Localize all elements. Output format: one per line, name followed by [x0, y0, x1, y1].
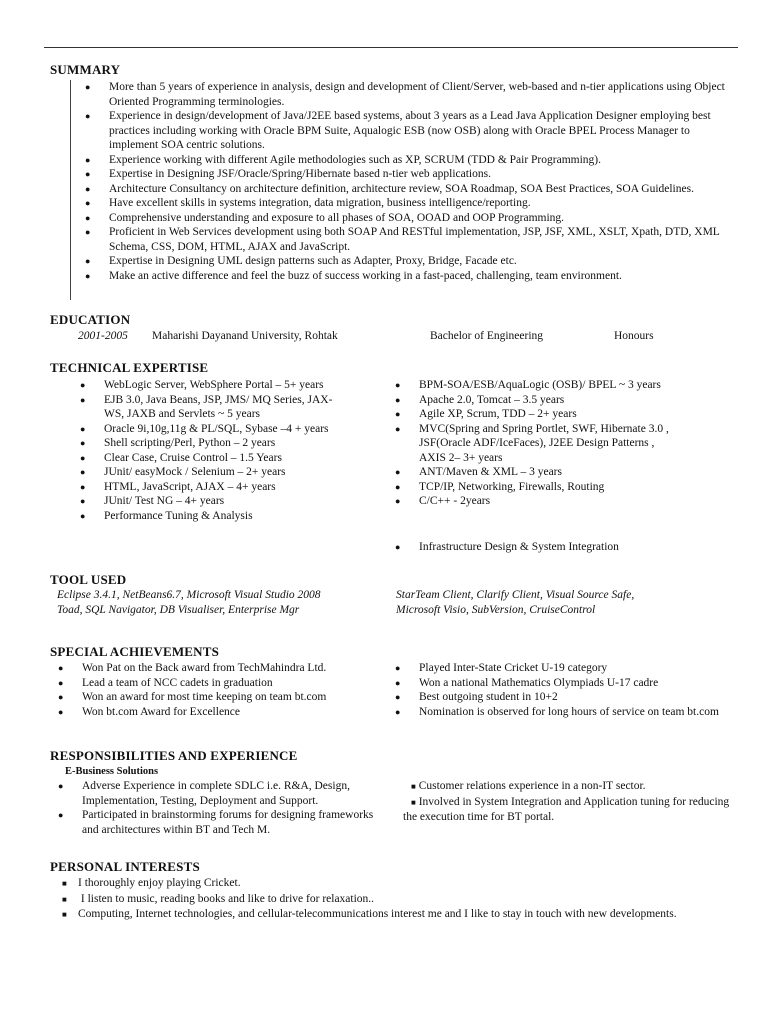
- interests-list: [52, 876, 732, 923]
- bullet-icon: ●: [85, 212, 91, 223]
- bullet-icon: ●: [85, 256, 91, 266]
- bullet-icon: ●: [80, 452, 86, 463]
- responsibilities-heading: RESPONSIBILITIES AND EXPERIENCE: [50, 748, 298, 763]
- square-bullet-icon: ■: [62, 879, 67, 888]
- achievements-list-right: [395, 661, 730, 719]
- square-bullet-icon: ■: [411, 797, 416, 807]
- square-bullet-icon: ■: [62, 894, 67, 904]
- tools-right-line-2: Microsoft Visio, SubVersion, CruiseControl: [396, 604, 596, 616]
- bullet-icon: ●: [395, 677, 401, 688]
- summary-item: ● Experience in design/development of Java/J2EE based systems, about 3 years as a Lead Java Application Designer employing best practices including working with Oracle BPM Suite, Aqualogic ESB (now OSB) along with Oracle BPEL Process Manager to implement SOA centric solutions.: [85, 110, 711, 151]
- achievement-item: ● Lead a team of NCC cadets in graduation: [58, 676, 273, 689]
- bullet-icon: ●: [58, 663, 64, 673]
- bullet-icon: ●: [58, 810, 64, 820]
- bullet-icon: ●: [58, 692, 64, 702]
- top-rule: [44, 47, 738, 48]
- responsibility-item: ● Participated in brainstorming forums for designing frameworks and architectures within BT and Tech M.: [58, 809, 374, 836]
- achievements-heading: SPECIAL ACHIEVEMENTS: [50, 644, 220, 659]
- responsibility-item: ■ Customer relations experience in a non-IT sector.: [411, 780, 646, 792]
- summary-item: ● Make an active difference and feel the buzz of success working in a fast-paced, challenging, team environment.: [85, 269, 622, 282]
- bullet-icon: ●: [85, 198, 91, 208]
- achievement-item: ● Won Pat on the Back award from TechMahindra Ltd.: [58, 662, 327, 674]
- technical-item: ● Apache 2.0, Tomcat – 3.5 years: [395, 393, 565, 406]
- technical-item: ● Agile XP, Scrum, TDD – 2+ years: [395, 408, 577, 420]
- bullet-icon: ●: [85, 169, 91, 179]
- technical-item: ● ANT/Maven & XML – 3 years: [395, 466, 562, 478]
- bullet-icon: ●: [80, 380, 86, 390]
- bullet-icon: ●: [395, 496, 401, 506]
- bullet-icon: ●: [85, 227, 91, 237]
- technical-item: ● Infrastructure Design & System Integration: [395, 541, 619, 553]
- technical-item: ● TCP/IP, Networking, Firewalls, Routing: [395, 480, 605, 493]
- summary-item: ● Comprehensive understanding and exposure to all phases of SOA, OOAD and OOP Programming.: [85, 211, 565, 224]
- technical-item: ● Performance Tuning & Analysis: [80, 509, 253, 522]
- summary-item: ● Expertise in Designing UML design patterns such as Adapter, Proxy, Bridge, Facade etc.: [85, 255, 517, 267]
- education-degree: Bachelor of Engineering: [430, 330, 544, 342]
- summary-item: ● Architecture Consultancy on architecture definition, architecture review, SOA Roadmap, SOA Best Practices, SOA Guidelines.: [85, 182, 694, 195]
- bullet-icon: ●: [85, 154, 91, 165]
- technical-list-right: [395, 378, 735, 509]
- bullet-icon: ●: [58, 677, 64, 688]
- bullet-icon: ●: [80, 423, 86, 434]
- technical-item: ● EJB 3.0, Java Beans, JSP, JMS/ MQ Series, JAX-WS, JAXB and Servlets ~ 5 years: [80, 393, 333, 420]
- bullet-icon: ●: [395, 409, 401, 419]
- technical-item: ● MVC(Spring and Spring Portlet, SWF, Hibernate 3.0 , JSF(Oracle ADF/IceFaces), J2EE Design Patterns , AXIS 2– 3+ years: [395, 422, 669, 464]
- interest-item: ■ Computing, Internet technologies, and cellular-telecommunications interest me and I like to stay in touch with new developments.: [52, 907, 732, 923]
- achievement-item: ● Best outgoing student in 10+2: [395, 691, 558, 703]
- responsibilities-subheading: E-Business Solutions: [65, 766, 159, 777]
- summary-item: ● Proficient in Web Services development using both SOAP And RESTful implementation, JSP, JSF, XML, XSLT, Xpath, DTD, XML Schema, CSS, DOM, HTML, AJAX and JavaScript.: [85, 226, 720, 253]
- interest-item: ■ I thoroughly enjoy playing Cricket.: [52, 876, 732, 892]
- bullet-icon: ●: [395, 423, 401, 434]
- bullet-icon: ●: [395, 692, 401, 702]
- tools-left-line-2: Toad, SQL Navigator, DB Visualiser, Enterprise Mgr: [57, 604, 300, 616]
- bullet-icon: ●: [395, 706, 401, 717]
- square-bullet-icon: ■: [411, 782, 416, 791]
- interests-heading: PERSONAL INTERESTS: [50, 859, 200, 874]
- bullet-icon: ●: [80, 438, 86, 448]
- bullet-icon: ●: [58, 781, 64, 791]
- technical-item: ● BPM-SOA/ESB/AquaLogic (OSB)/ BPEL ~ 3 years: [395, 379, 661, 391]
- technical-item: ● C/C++ - 2years: [395, 495, 491, 507]
- bullet-icon: ●: [85, 183, 91, 194]
- bullet-icon: ●: [80, 496, 86, 506]
- summary-item: ● Experience working with different Agile methodologies such as XP, SCRUM (TDD & Pair Programming).: [85, 153, 601, 166]
- education-heading: EDUCATION: [50, 312, 131, 327]
- achievement-item: ● Played Inter-State Cricket U-19 category: [395, 662, 608, 674]
- interest-item: ■ I listen to music, reading books and like to drive for relaxation..: [52, 892, 732, 908]
- bullet-icon: ●: [85, 111, 91, 121]
- summary-sidebar-line: [70, 80, 71, 300]
- bullet-icon: ●: [80, 394, 86, 405]
- technical-item: ● JUnit/ easyMock / Selenium – 2+ years: [80, 466, 286, 478]
- summary-list: [85, 80, 735, 283]
- tools-left-line-1: Eclipse 3.4.1, NetBeans6.7, Microsoft Visual Studio 2008: [57, 589, 321, 601]
- bullet-icon: ●: [80, 467, 86, 477]
- technical-item: ● Clear Case, Cruise Control – 1.5 Years: [80, 451, 282, 464]
- summary-item: ● Have excellent skills in systems integration, data migration, business intelligence/reporting.: [85, 197, 531, 209]
- responsibilities-right: [403, 779, 733, 825]
- bullet-icon: ●: [395, 542, 401, 552]
- education-school: Maharishi Dayanand University, Rohtak: [152, 330, 338, 342]
- bullet-icon: ●: [58, 706, 64, 717]
- bullet-icon: ●: [395, 467, 401, 477]
- bullet-icon: ●: [85, 270, 91, 281]
- achievement-item: ● Nomination is observed for long hours of service on team bt.com: [395, 705, 719, 718]
- technical-heading: TECHNICAL EXPERTISE: [50, 360, 209, 375]
- achievements-list-left: [58, 661, 378, 719]
- education-years: 2001-2005: [78, 330, 128, 342]
- technical-list-right-last: [395, 540, 735, 555]
- technical-item: ● HTML, JavaScript, AJAX – 4+ years: [80, 480, 276, 493]
- technical-item: ● Oracle 9i,10g,11g & PL/SQL, Sybase –4 + years: [80, 422, 329, 435]
- bullet-icon: ●: [395, 481, 401, 492]
- bullet-icon: ●: [395, 663, 401, 673]
- technical-item: ● WebLogic Server, WebSphere Portal – 5+ years: [80, 379, 324, 391]
- responsibility-item: ● Adverse Experience in complete SDLC i.e. R&A, Design, Implementation, Testing, Deployment and Support.: [58, 780, 350, 807]
- summary-item: ● More than 5 years of experience in analysis, design and development of Client/Server, web-based and n-tier applications using Object Oriented Programming terminologies.: [85, 81, 725, 108]
- bullet-icon: ●: [80, 510, 86, 521]
- education-honours: Honours: [614, 330, 654, 342]
- bullet-icon: ●: [85, 82, 91, 92]
- summary-heading: SUMMARY: [50, 62, 121, 77]
- responsibility-item: ■ Involved in System Integration and Application tuning for reducing the execution time for BT portal.: [403, 795, 730, 823]
- technical-list-left: [80, 378, 345, 523]
- achievement-item: ● Won an award for most time keeping on team bt.com: [58, 691, 327, 703]
- achievement-item: ● Won a national Mathematics Olympiads U-17 cadre: [395, 676, 659, 689]
- square-bullet-icon: ■: [62, 910, 67, 919]
- summary-item: ● Expertise in Designing JSF/Oracle/Spring/Hibernate based n-tier web applications.: [85, 168, 491, 180]
- technical-item: ● JUnit/ Test NG – 4+ years: [80, 495, 225, 507]
- bullet-icon: ●: [80, 481, 86, 492]
- tools-right-line-1: StarTeam Client, Clarify Client, Visual Source Safe,: [396, 589, 635, 601]
- responsibilities-list-left: [58, 779, 378, 837]
- bullet-icon: ●: [395, 394, 401, 405]
- achievement-item: ● Won bt.com Award for Excellence: [58, 705, 241, 718]
- tools-heading: TOOL USED: [50, 572, 127, 587]
- technical-item: ● Shell scripting/Perl, Python – 2 years: [80, 437, 276, 449]
- bullet-icon: ●: [395, 380, 401, 390]
